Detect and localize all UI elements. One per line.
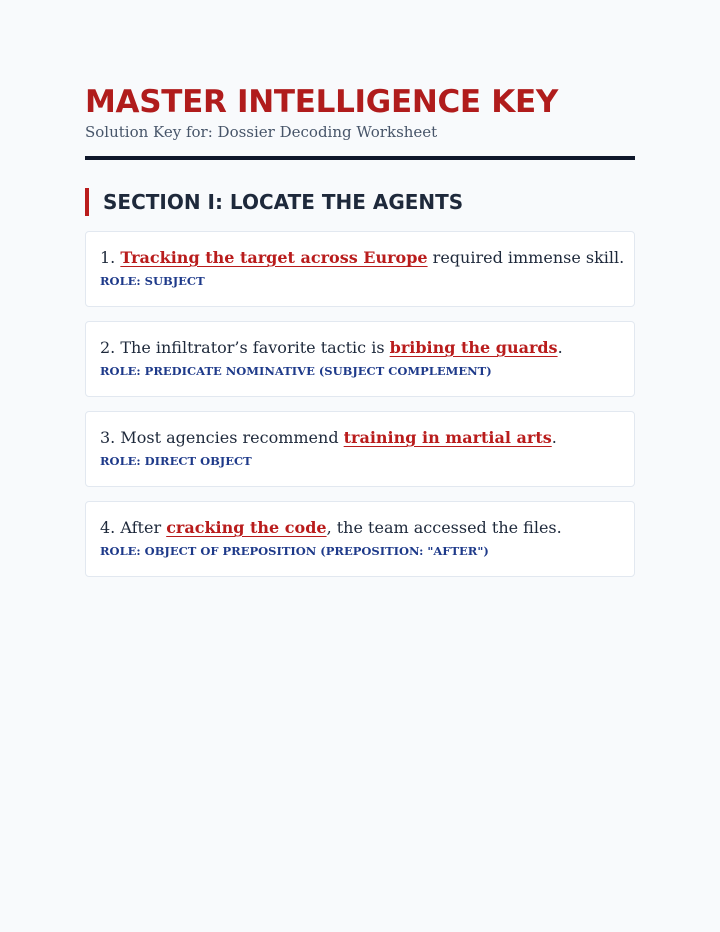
answer-sentence <box>100 516 620 540</box>
sentence-before: The infiltrator’s favorite tactic is <box>115 338 390 357</box>
answer-sentence <box>100 336 620 360</box>
role-label: ROLE: OBJECT OF PREPOSITION (PREPOSITION: "AFTER") <box>100 544 489 558</box>
sentence-after: , the team accessed the files. <box>326 518 562 537</box>
role-label: ROLE: SUBJECT <box>100 274 205 288</box>
sentence-after: . <box>551 428 557 447</box>
gerund-phrase-highlight: cracking the code <box>166 518 327 537</box>
title-divider <box>85 156 635 160</box>
item-number: 2. <box>100 338 116 357</box>
page-subtitle: Solution Key for: Dossier Decoding Worksheet <box>85 123 438 141</box>
gerund-phrase-highlight: training in martial arts <box>343 428 552 447</box>
answer-card-3 <box>85 411 635 487</box>
section-heading: SECTION I: LOCATE THE AGENTS <box>85 188 635 216</box>
answer-card-2 <box>85 321 635 397</box>
item-number: 4. <box>100 518 116 537</box>
sentence-before: Most agencies recommend <box>115 428 344 447</box>
answer-card-4 <box>85 501 635 577</box>
item-number: 3. <box>100 428 116 447</box>
role-label: ROLE: DIRECT OBJECT <box>100 454 252 468</box>
answer-card-1 <box>85 231 635 307</box>
gerund-phrase-highlight: bribing the guards <box>389 338 558 357</box>
answer-list <box>85 231 635 577</box>
answer-key-page <box>85 82 635 591</box>
sentence-after: . <box>557 338 563 357</box>
role-label: ROLE: PREDICATE NOMINATIVE (SUBJECT COMPLEMENT) <box>100 364 492 378</box>
answer-sentence <box>100 246 625 270</box>
page-title: MASTER INTELLIGENCE KEY <box>85 84 559 120</box>
sentence-after: required immense skill. <box>427 248 625 267</box>
sentence-before: After <box>115 518 167 537</box>
item-number: 1. <box>100 248 116 267</box>
answer-sentence <box>100 426 620 450</box>
gerund-phrase-highlight: Tracking the target across Europe <box>120 248 428 267</box>
